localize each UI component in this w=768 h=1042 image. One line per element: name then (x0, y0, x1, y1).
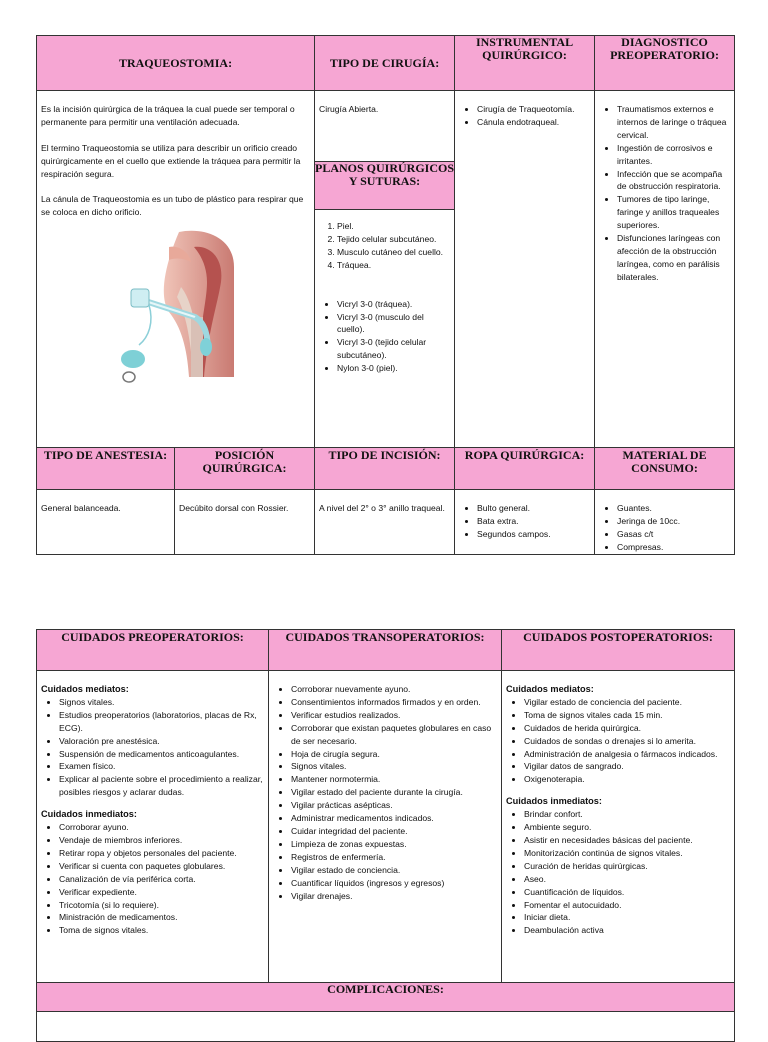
header-text: ROPA QUIRÚRGICA: (464, 448, 585, 462)
instrumental-item: • Cirugía de Traqueotomía. (477, 103, 590, 116)
header-text: CUIDADOS PREOPERATORIOS: (61, 630, 244, 644)
header-ropa (455, 448, 595, 490)
care-item: • Estudios preoperatorios (laboratorios, placas de Rx, ECG). (59, 709, 264, 735)
care-item: • Administración de analgesia o fármacos indicados. (524, 748, 730, 761)
care-item: • Suspensión de medicamentos anticoagulantes. (59, 748, 264, 761)
header-incision (315, 448, 455, 490)
header-traqueostomia (37, 36, 315, 91)
cuidados-trans-cell (269, 671, 502, 983)
pre-inmediatos-list (41, 821, 264, 937)
post-inmediatos-list (506, 808, 730, 937)
planos-content (315, 210, 454, 375)
care-item: • Vigilar datos de sangrado. (524, 760, 730, 773)
diagnostico-item: • Ingestión de corrosivos e irritantes. (617, 142, 730, 168)
care-item: • Vigilar estado del paciente durante la cirugía. (291, 786, 497, 799)
care-item: • Brindar confort. (524, 808, 730, 821)
header-cuidados-post (502, 630, 735, 671)
header-text: CUIDADOS POSTOPERATORIOS: (523, 630, 713, 644)
care-item: • Verificar si cuenta con paquetes globulares. (59, 860, 264, 873)
sutura-item: • Vicryl 3-0 (tejido celular subcutáneo). (337, 336, 450, 362)
care-item: • Verificar estudios realizados. (291, 709, 497, 722)
ropa-item: • Segundos campos. (477, 528, 590, 541)
care-item: • Hoja de cirugía segura. (291, 748, 497, 761)
care-item: • Tricotomía (si lo requiere). (59, 899, 264, 912)
ropa-list (459, 502, 590, 541)
pre-mediatos-list (41, 696, 264, 799)
header-text: DIAGNOSTICO PREOPERATORIO: (610, 35, 719, 62)
care-item: • Aseo. (524, 873, 730, 886)
cuidados-table (36, 629, 735, 1042)
complicaciones-cell (37, 1012, 735, 1042)
sutura-item: • Vicryl 3-0 (tráquea). (337, 298, 450, 311)
care-item: • Verificar expediente. (59, 886, 264, 899)
pre-inmediatos-label: Cuidados inmediatos: (41, 809, 137, 820)
care-item: • Valoración pre anestésica. (59, 735, 264, 748)
care-item: • Cuantificación de líquidos. (524, 886, 730, 899)
anestesia-value: General balanceada. (37, 490, 175, 555)
care-item: • Toma de signos vitales cada 15 min. (524, 709, 730, 722)
care-item: • Cuantificar líquidos (ingresos y egresos) (291, 877, 497, 890)
tipo-cirugia-value: Cirugía Abierta. (319, 104, 379, 114)
care-item: • Canalización de vía periférica corta. (59, 873, 264, 886)
sutura-item: • Vicryl 3-0 (musculo del cuello). (337, 311, 450, 337)
header-text: TIPO DE CIRUGÍA: (329, 55, 440, 70)
sutura-item: • Nylon 3-0 (piel). (337, 362, 450, 375)
material-item: • Gasas c/t (617, 528, 730, 541)
care-item: • Mantener normotermia. (291, 773, 497, 786)
header-text: MATERIAL DE CONSUMO: (622, 448, 707, 475)
header-cuidados-pre (37, 630, 269, 671)
post-mediatos-label: Cuidados mediatos: (506, 684, 594, 694)
incision-value: A nivel del 2° o 3° anillo traqueal. (315, 490, 455, 555)
diagnostico-list (599, 103, 730, 284)
care-item: • Oxigenoterapia. (524, 773, 730, 786)
description-cell (37, 91, 315, 448)
material-cell (595, 490, 735, 555)
care-item: • Limpieza de zonas expuestas. (291, 838, 497, 851)
planos-list (319, 220, 450, 272)
procedure-table (36, 35, 735, 555)
care-item: • Retirar ropa y objetos personales del paciente. (59, 847, 264, 860)
header-text: COMPLICACIONES: (327, 982, 444, 996)
care-item: • Curación de heridas quirúrgicas. (524, 860, 730, 873)
care-item: • Fomentar el autocuidado. (524, 899, 730, 912)
diagnostico-item: • Traumatismos externos e internos de laringe o tráquea cervical. (617, 103, 730, 142)
header-text: INSTRUMENTAL QUIRÚRGICO: (475, 35, 574, 62)
instrumental-cell (455, 91, 595, 448)
suturas-list (319, 298, 450, 375)
care-item: • Vigilar drenajes. (291, 890, 497, 903)
care-item: • Consentimientos informados firmados y en orden. (291, 696, 497, 709)
care-item: • Corroborar nuevamente ayuno. (291, 683, 497, 696)
diagnostico-item: • Tumores de tipo laringe, faringe y anillos traqueales superiores. (617, 193, 730, 232)
care-item: • Vigilar prácticas asépticas. (291, 799, 497, 812)
care-item: • Corroborar que existan paquetes globulares en caso de ser necesario. (291, 722, 497, 748)
description-paragraph-1: Es la incisión quirúrgica de la tráquea la cual puede ser temporal o permanente para permitir una ventilación adecuada. (41, 104, 295, 127)
header-instrumental (455, 36, 595, 91)
post-mediatos-list (506, 696, 730, 786)
care-item: • Cuidados de sondas o drenajes si lo amerita. (524, 735, 730, 748)
material-item: • Jeringa de 10cc. (617, 515, 730, 528)
planos-item: 4. Tráquea. (337, 259, 450, 272)
care-item: • Explicar al paciente sobre el procedimiento a realizar, posibles riesgos y aclarar dudas. (59, 773, 264, 799)
care-item: • Signos vitales. (59, 696, 264, 709)
ropa-cell (455, 490, 595, 555)
planos-item: 2. Tejido celular subcutáneo. (337, 233, 450, 246)
material-list (599, 502, 730, 554)
care-item: • Vendaje de miembros inferiores. (59, 834, 264, 847)
header-text: CUIDADOS TRANSOPERATORIOS: (285, 630, 485, 644)
header-posicion (175, 448, 315, 490)
material-item: • Guantes. (617, 502, 730, 515)
post-inmediatos-label: Cuidados inmediatos: (506, 796, 602, 807)
header-cuidados-trans (269, 630, 502, 671)
care-item: • Cuidados de herida quirúrgica. (524, 722, 730, 735)
care-item: • Vigilar estado de conciencia. (291, 864, 497, 877)
header-text: TRAQUEOSTOMIA: (118, 55, 233, 70)
planos-item: 1. Piel. (337, 220, 450, 233)
header-anestesia (37, 448, 175, 490)
header-tipo-cirugia (315, 36, 455, 91)
description-paragraph-2: El termino Traqueostomia se utiliza para describir un orificio creado quirúrgicamente en el cuello que extiende la tráquea para permitir la respiración segura. (41, 142, 301, 179)
care-item: • Toma de signos vitales. (59, 924, 264, 937)
pre-mediatos-label: Cuidados mediatos: (41, 684, 129, 694)
care-item: • Vigilar estado de conciencia del paciente. (524, 696, 730, 709)
care-item: • Iniciar dieta. (524, 911, 730, 924)
care-item: • Examen físico. (59, 760, 264, 773)
ropa-item: • Bulto general. (477, 502, 590, 515)
header-material (595, 448, 735, 490)
header-text: POSICIÓN QUIRÚRGICA: (202, 448, 287, 475)
ropa-item: • Bata extra. (477, 515, 590, 528)
care-item: • Deambulación activa (524, 924, 730, 937)
planos-item: 3. Musculo cutáneo del cuello. (337, 246, 450, 259)
header-text: PLANOS QUIRÚRGICOS Y SUTURAS: (315, 161, 455, 188)
care-item: • Ministración de medicamentos. (59, 911, 264, 924)
trans-list (273, 683, 497, 902)
care-item: • Ambiente seguro. (524, 821, 730, 834)
cuidados-post-cell (502, 671, 735, 983)
header-complicaciones (37, 983, 735, 1012)
instrumental-item: • Cánula endotraqueal. (477, 116, 590, 129)
instrumental-list (459, 103, 590, 129)
care-item: • Registros de enfermería. (291, 851, 497, 864)
care-item: • Administrar medicamentos indicados. (291, 812, 497, 825)
care-item: • Corroborar ayuno. (59, 821, 264, 834)
care-item: • Signos vitales. (291, 760, 497, 773)
diagnostico-item: • Disfunciones laríngeas con afección de la obstrucción laríngea, como en parálisis bilaterales. (617, 232, 730, 284)
tipo-cirugia-planos-cell (315, 91, 455, 448)
diagnostico-item: • Infección que se acompaña de obstrucción respiratoria. (617, 168, 730, 194)
header-planos (314, 161, 455, 210)
header-text: TIPO DE ANESTESIA: (43, 448, 168, 462)
header-text: TIPO DE INCISIÓN: (328, 448, 441, 462)
material-item: • Compresas. (617, 541, 730, 554)
cuidados-pre-cell (37, 671, 269, 983)
tracheostomy-illustration (109, 227, 239, 387)
care-item: • Monitorización continúa de signos vitales. (524, 847, 730, 860)
care-item: • Cuidar integridad del paciente. (291, 825, 497, 838)
header-diagnostico (595, 36, 735, 91)
description-paragraph-3: La cánula de Traqueostomia es un tubo de plástico para respirar que se coloca en dicho orificio. (41, 194, 304, 218)
posicion-value: Decúbito dorsal con Rossier. (175, 490, 315, 555)
diagnostico-cell (595, 91, 735, 448)
care-item: • Asistir en necesidades básicas del paciente. (524, 834, 730, 847)
